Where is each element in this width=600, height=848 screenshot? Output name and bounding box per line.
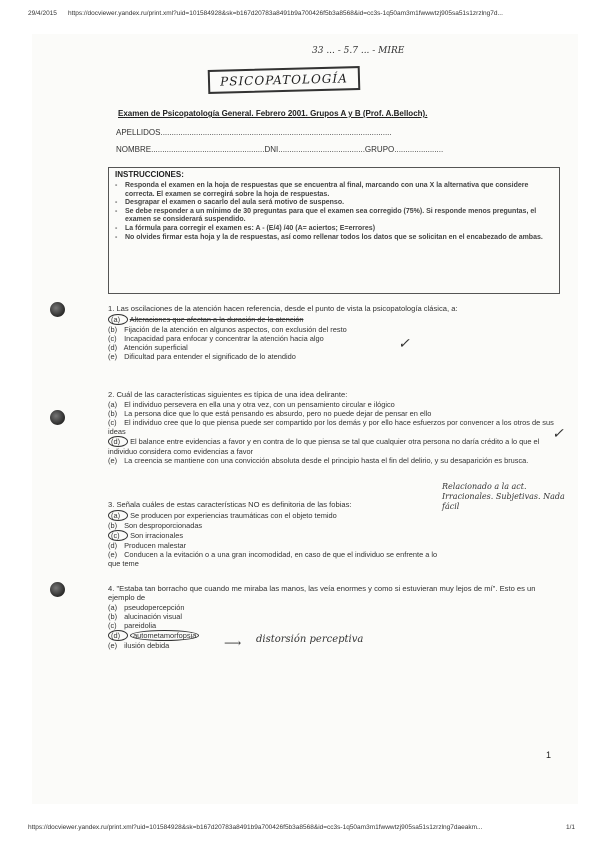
option-item	[108, 436, 558, 456]
option-text: El balance entre evidencias a favor y en contra de lo que piensa se tal que cualquier otra persona no daría crédito a lo que el individuo considera como evidencias a favor	[108, 437, 540, 456]
option-text: pseudopercepción	[124, 603, 185, 612]
handwritten-header-note: 33 ... - 5.7 ... - MIRE	[312, 46, 405, 56]
arrow-icon: ⟶	[224, 636, 242, 650]
option-item	[108, 621, 558, 630]
option-letter: (a)	[108, 510, 128, 521]
option-item	[108, 521, 438, 530]
question-1	[108, 304, 558, 361]
option-letter: (a)	[108, 314, 128, 325]
option-text: La persona dice que lo que está pensando es absurdo, pero no puede dejar de pensar en ello	[124, 409, 432, 418]
print-url-footer: https://docviewer.yandex.ru/print.xml?uid=101584928&sk=b167d20783a8491b9a700426f5b3a8568&id=cc3s-1q50am3m1fwwwtzj905sa51s1zrzlng7daeakm...	[28, 824, 483, 831]
punch-hole-icon	[50, 410, 65, 425]
option-letter: (d)	[108, 630, 128, 641]
option-item	[108, 603, 558, 612]
margin-note-q3: Relacionado a la act. Irracionales. Subjetivas. Nada fácil	[442, 482, 565, 511]
browser-print-footer	[0, 824, 600, 834]
option-text: autometamorfopsia	[130, 630, 199, 641]
instruction-item: - Desgrapar el examen o sacarlo del aula será motivo de suspenso.	[115, 199, 553, 208]
option-text: Atención superficial	[123, 343, 188, 352]
option-letter: (c)	[108, 621, 117, 630]
option-text: Son desproporcionadas	[124, 521, 203, 530]
option-text: El individuo cree que lo que piensa puede ser compartido por los demás y por ello hace esfuerzos por convencer a los otros de sus ideas	[108, 418, 554, 436]
option-letter: (a)	[108, 400, 118, 409]
option-item	[108, 541, 438, 550]
option-text: Dificultad para entender el significado de lo atendido	[124, 352, 296, 361]
option-text: La creencia se mantiene con una convicción absoluta desde el principio hasta el fin del delirio, y su desaparición es brusca.	[124, 456, 529, 465]
option-text: pareidolia	[124, 621, 157, 630]
page-number: 1	[546, 750, 552, 760]
option-letter: (e)	[108, 456, 118, 465]
option-item	[108, 409, 558, 418]
option-letter: (d)	[108, 436, 128, 447]
title-box	[208, 66, 361, 94]
option-text: El individuo persevera en ella una y otra vez, con un pensamiento circular e ilógico	[124, 400, 395, 409]
instructions-list	[115, 182, 553, 242]
option-item	[108, 400, 558, 409]
browser-print-header	[0, 10, 600, 20]
instructions-title: INSTRUCCIONES:	[115, 170, 184, 179]
apellidos-field: APELLIDOS........................................................................................................	[116, 128, 392, 137]
option-item	[108, 612, 558, 621]
option-letter: (b)	[108, 409, 118, 418]
print-date: 29/4/2015	[28, 10, 57, 17]
option-letter: (c)	[108, 530, 128, 541]
option-item	[108, 314, 558, 325]
option-text: Incapacidad para enfocar y concentrar la atención hacia algo	[124, 334, 324, 343]
punch-hole-icon	[50, 302, 65, 317]
nombre-dni-grupo-field: NOMBRE...................................................DNI.......................................GRUPO......................	[116, 145, 444, 154]
option-letter: (a)	[108, 603, 118, 612]
option-letter: (b)	[108, 325, 118, 334]
option-text: Son irracionales	[130, 531, 184, 540]
option-letter: (b)	[108, 612, 118, 621]
option-text: Producen malestar	[124, 541, 187, 550]
print-page-count: 1/1	[566, 824, 576, 831]
instruction-item: - No olvides firmar esta hoja y la de respuestas, así como rellenar todos los datos que se solicitan en el encabezado de ambas.	[115, 234, 553, 243]
margin-note-q4: distorsión perceptiva	[256, 634, 364, 645]
option-text: Fijación de la atención en algunos aspectos, con exclusión del resto	[124, 325, 347, 334]
option-item	[108, 343, 558, 352]
print-url-header: https://docviewer.yandex.ru/print.xml?uid=101584928&sk=b167d20783a8491b9a700426f5b3a8568&id=cc3s-1q50am3m1fwwwtzj905sa51s1zrzlng7d...	[68, 10, 503, 17]
checkmark-icon: ✓	[398, 336, 410, 352]
option-item	[108, 510, 438, 521]
question-stem: 3. Señala cuáles de estas características NO es definitoria de las fobias:	[108, 500, 352, 509]
question-stem: 1. Las oscilaciones de la atención hacen referencia, desde el punto de vista la psicopatología clásica, a:	[108, 304, 458, 313]
option-letter: (c)	[108, 334, 117, 343]
option-text: Conducen a la evitación o a una gran incomodidad, en caso de que el individuo se enfrente a lo que teme	[108, 550, 438, 568]
instruction-item: - La fórmula para corregir el examen es: A - (E/4) /40 (A= aciertos; E=errores)	[115, 225, 553, 234]
instructions-box	[108, 167, 560, 294]
option-text: Alteraciones que afectan a la duración de la atención	[129, 315, 304, 324]
question-3	[108, 500, 438, 568]
option-text: Se producen por experiencias traumáticas con el objeto temido	[130, 511, 337, 520]
option-item	[108, 550, 438, 568]
question-stem: 4. "Estaba tan borracho que cuando me miraba las manos, las veía enormes y como si estuvieran muy lejos de mí". Esto es un ejemplo de	[108, 584, 536, 602]
option-letter: (e)	[108, 550, 118, 559]
option-letter: (b)	[108, 521, 118, 530]
document-title: PSICOPATOLOGÍA	[219, 71, 349, 89]
option-item	[108, 352, 558, 361]
instruction-item: - Se debe responder a un mínimo de 30 preguntas para que el examen sea corregido (75%). Si responde menos preguntas, el examen se considerará suspendido.	[115, 208, 553, 225]
option-item	[108, 334, 558, 343]
option-item	[108, 530, 438, 541]
option-letter: (d)	[108, 343, 118, 352]
option-item	[108, 418, 558, 436]
question-2	[108, 390, 558, 465]
option-letter: (c)	[108, 418, 117, 427]
question-stem: 2. Cuál de las características siguientes es típica de una idea delirante:	[108, 390, 348, 399]
option-item	[108, 456, 558, 465]
option-letter: (e)	[108, 641, 118, 650]
option-letter: (e)	[108, 352, 118, 361]
option-item	[108, 325, 558, 334]
punch-hole-icon	[50, 582, 65, 597]
scanned-document	[32, 34, 578, 804]
option-text: alucinación visual	[124, 612, 182, 621]
instruction-item: - Responda el examen en la hoja de respuestas que se encuentra al final, marcando con una X la alternativa que considere correcta. El examen se corregirá sobre la hoja de respuestas.	[115, 182, 553, 199]
checkmark-icon: ✓	[552, 426, 564, 442]
option-text: ilusión debida	[124, 641, 170, 650]
option-letter: (d)	[108, 541, 118, 550]
exam-title: Examen de Psicopatología General. Febrero 2001. Grupos A y B (Prof. A.Belloch).	[118, 109, 428, 118]
